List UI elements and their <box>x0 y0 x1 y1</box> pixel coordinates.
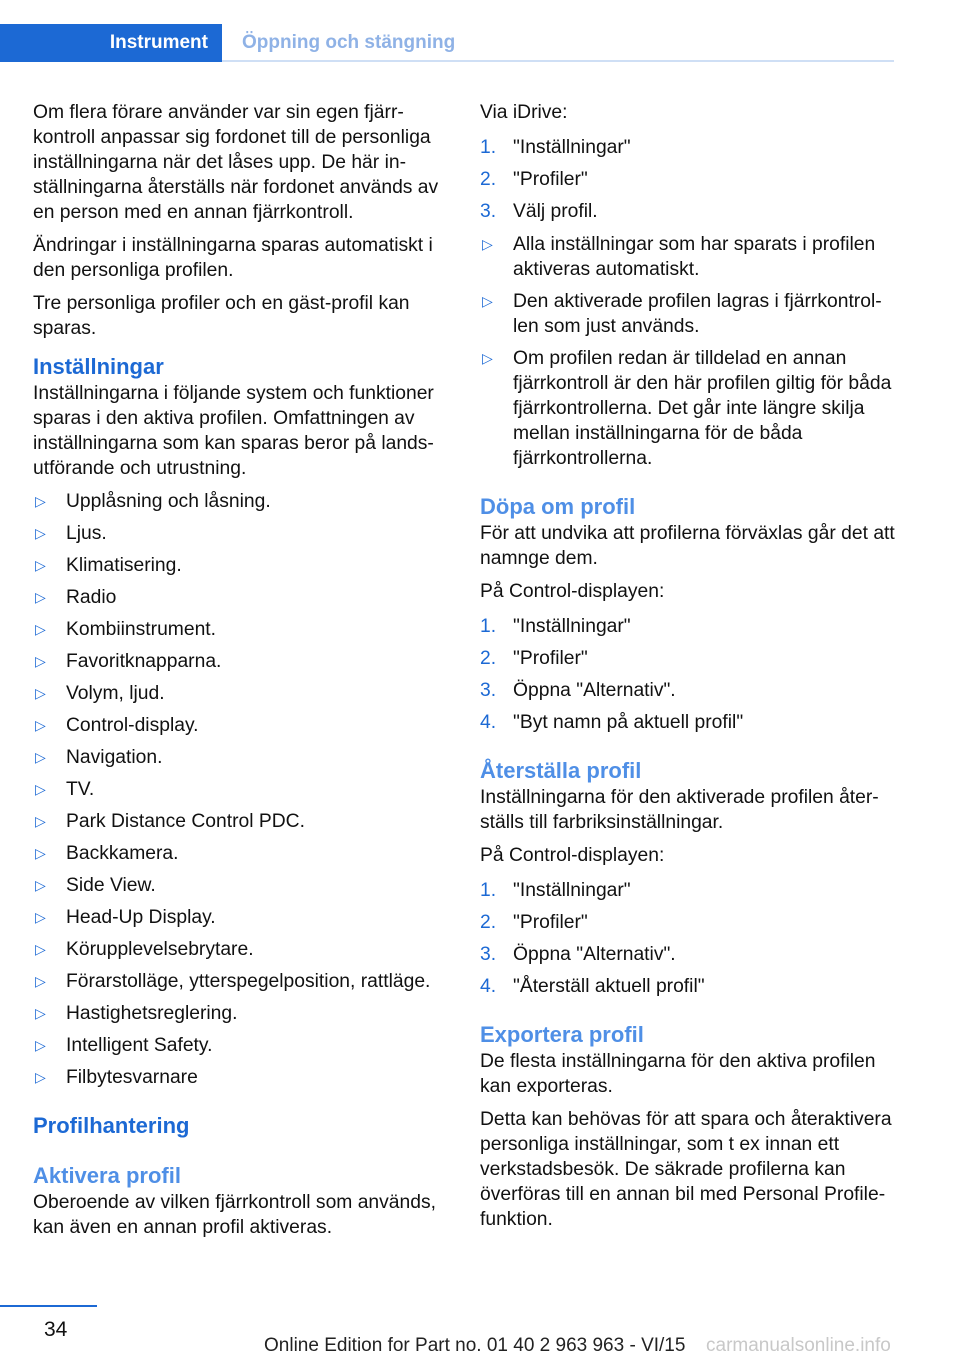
settings-item-text: Körupplevelsebrytare. <box>66 939 254 960</box>
step-item <box>480 199 898 224</box>
step-text: "Inställningar" <box>513 880 631 901</box>
settings-item <box>33 489 451 514</box>
settings-item-text: Hastighetsreglering. <box>66 1003 238 1024</box>
triangle-right-icon: ▷ <box>35 877 46 893</box>
idrive-note <box>480 232 898 282</box>
export-paragraph-2: Detta kan behövas för att spara och återaktivera personliga inställningar, som t ex innan ett verkstadsbesök. De säkrade profilerna kan överföras till en annan bil med Personal Profile-funktion. <box>480 1109 892 1230</box>
settings-item <box>33 585 451 610</box>
export-profile-heading: Exportera profil <box>480 1022 644 1047</box>
triangle-right-icon: ▷ <box>35 781 46 797</box>
settings-item <box>33 681 451 706</box>
step-number: 1. <box>480 616 497 637</box>
step-item <box>480 167 898 192</box>
step-text: "Byt namn på aktuell profil" <box>513 712 744 733</box>
settings-item-text: TV. <box>66 779 95 800</box>
triangle-right-icon: ▷ <box>482 350 493 366</box>
idrive-note <box>480 346 898 471</box>
settings-heading: Inställningar <box>33 354 164 379</box>
settings-item <box>33 937 451 962</box>
rename-control-display-label: På Control-displayen: <box>480 581 665 602</box>
triangle-right-icon: ▷ <box>35 1069 46 1085</box>
idrive-label: Via iDrive: <box>480 102 568 123</box>
step-number: 1. <box>480 880 497 901</box>
settings-item-text: Favoritknapparna. <box>66 651 222 672</box>
settings-item-text: Kombiinstrument. <box>66 619 217 640</box>
step-item <box>480 646 898 671</box>
settings-item-text: Navigation. <box>66 747 163 768</box>
step-number: 4. <box>480 712 497 733</box>
triangle-right-icon: ▷ <box>35 525 46 541</box>
settings-item <box>33 777 451 802</box>
step-number: 3. <box>480 201 497 222</box>
settings-item <box>33 809 451 834</box>
triangle-right-icon: ▷ <box>35 845 46 861</box>
step-item <box>480 878 898 903</box>
right-column <box>480 100 898 1240</box>
intro-paragraph-2: Ändringar i inställningarna sparas automatiskt i den personliga profilen. <box>33 235 433 281</box>
settings-item-text: Ljus. <box>66 523 107 544</box>
settings-item <box>33 1001 451 1026</box>
page-header <box>0 24 960 62</box>
footer-divider <box>0 1305 97 1307</box>
step-number: 2. <box>480 648 497 669</box>
settings-item-text: Intelligent Safety. <box>66 1035 213 1056</box>
triangle-right-icon: ▷ <box>35 621 46 637</box>
settings-item <box>33 553 451 578</box>
header-divider <box>222 60 894 62</box>
settings-item <box>33 1033 451 1058</box>
settings-item-text: Filbytesvarnare <box>66 1067 198 1088</box>
triangle-right-icon: ▷ <box>35 909 46 925</box>
step-text: Välj profil. <box>513 201 598 222</box>
tab-opening-closing[interactable]: Öppning och stängning <box>242 32 456 53</box>
settings-item-text: Upplåsning och låsning. <box>66 491 271 512</box>
triangle-right-icon: ▷ <box>35 493 46 509</box>
reset-control-display-label: På Control-displayen: <box>480 845 665 866</box>
edition-text: Online Edition for Part no. 01 40 2 963 963 - VI/15 <box>264 1335 686 1356</box>
settings-item <box>33 1065 451 1090</box>
step-number: 4. <box>480 976 497 997</box>
settings-item <box>33 745 451 770</box>
settings-item-text: Förarstolläge, ytterspegelposition, rattläge. <box>66 971 431 992</box>
triangle-right-icon: ▷ <box>35 941 46 957</box>
step-text: "Inställningar" <box>513 616 631 637</box>
intro-paragraph-1: Om flera förare använder var sin egen fjärrkontroll anpassar sig fordonet till de personliga inställningarna när det låses upp. De här inställningarna återställs när fordonet används av en person med en annan fjärrkontroll. <box>33 102 439 223</box>
step-text: "Inställningar" <box>513 137 631 158</box>
tab-instrument[interactable]: Instrument <box>0 24 222 62</box>
activate-profile-paragraph: Oberoende av vilken fjärrkontroll som används, kan även en annan profil aktiveras. <box>33 1192 436 1238</box>
rename-profile-paragraph: För att undvika att profilerna förväxlas går det att namnge dem. <box>480 523 895 569</box>
triangle-right-icon: ▷ <box>35 1005 46 1021</box>
idrive-note-text: Om profilen redan är tilldelad en annan fjärrkontroll är den här profilen giltig för båda fjärrkontrollerna. Det går inte längre skilja mellan inställningarna för de båda fjärrkontrollerna. <box>513 348 892 469</box>
step-item <box>480 974 898 999</box>
triangle-right-icon: ▷ <box>35 685 46 701</box>
triangle-right-icon: ▷ <box>482 236 493 252</box>
settings-item <box>33 841 451 866</box>
brand-watermark: carmanualsonline.info <box>706 1335 891 1356</box>
settings-paragraph: Inställningarna i följande system och funktioner sparas i den aktiva profilen. Omfattningen av inställningarna som kan sparas beror på landsutförande och utrustning. <box>33 383 434 479</box>
settings-item <box>33 617 451 642</box>
reset-steps <box>480 878 898 999</box>
settings-item <box>33 521 451 546</box>
idrive-note-text: Alla inställningar som har sparats i profilen aktiveras automatiskt. <box>513 234 876 280</box>
triangle-right-icon: ▷ <box>35 717 46 733</box>
step-text: "Återställ aktuell profil" <box>513 976 705 997</box>
step-text: "Profiler" <box>513 169 588 190</box>
settings-item-text: Head-Up Display. <box>66 907 216 928</box>
idrive-note-text: Den aktiverade profilen lagras i fjärrkontrollen som just används. <box>513 291 882 337</box>
step-item <box>480 678 898 703</box>
rename-profile-heading: Döpa om profil <box>480 494 636 519</box>
triangle-right-icon: ▷ <box>35 749 46 765</box>
export-paragraph-1: De flesta inställningarna för den aktiva profilen kan exporteras. <box>480 1051 876 1097</box>
step-item <box>480 135 898 160</box>
settings-item <box>33 713 451 738</box>
settings-list <box>33 489 451 1090</box>
step-text: "Profiler" <box>513 648 588 669</box>
idrive-notes <box>480 232 898 471</box>
step-item <box>480 710 898 735</box>
step-number: 3. <box>480 680 497 701</box>
triangle-right-icon: ▷ <box>35 1037 46 1053</box>
settings-item <box>33 905 451 930</box>
step-number: 2. <box>480 912 497 933</box>
settings-item-text: Park Distance Control PDC. <box>66 811 305 832</box>
triangle-right-icon: ▷ <box>35 653 46 669</box>
step-number: 2. <box>480 169 497 190</box>
step-item <box>480 942 898 967</box>
settings-item-text: Backkamera. <box>66 843 179 864</box>
settings-item <box>33 873 451 898</box>
step-text: Öppna "Alternativ". <box>513 680 676 701</box>
triangle-right-icon: ▷ <box>35 557 46 573</box>
settings-item-text: Control-display. <box>66 715 199 736</box>
idrive-steps <box>480 135 898 224</box>
settings-item-text: Klimatisering. <box>66 555 182 576</box>
page-number: 34 <box>44 1318 68 1341</box>
profile-management-heading: Profilhantering <box>33 1113 190 1138</box>
step-text: "Profiler" <box>513 912 588 933</box>
activate-profile-heading: Aktivera profil <box>33 1163 181 1188</box>
intro-paragraph-3: Tre personliga profiler och en gäst-profil kan sparas. <box>33 293 410 339</box>
triangle-right-icon: ▷ <box>482 293 493 309</box>
triangle-right-icon: ▷ <box>35 973 46 989</box>
step-number: 3. <box>480 944 497 965</box>
triangle-right-icon: ▷ <box>35 813 46 829</box>
settings-item-text: Volym, ljud. <box>66 683 165 704</box>
left-column <box>33 100 451 1248</box>
settings-item-text: Side View. <box>66 875 156 896</box>
step-number: 1. <box>480 137 497 158</box>
settings-item <box>33 969 451 994</box>
settings-item-text: Radio <box>66 587 117 608</box>
reset-profile-heading: Återställa profil <box>480 758 642 783</box>
step-item <box>480 614 898 639</box>
triangle-right-icon: ▷ <box>35 589 46 605</box>
step-text: Öppna "Alternativ". <box>513 944 676 965</box>
settings-item <box>33 649 451 674</box>
step-item <box>480 910 898 935</box>
reset-profile-paragraph: Inställningarna för den aktiverade profilen återställs till farbriksinställningar. <box>480 787 879 833</box>
idrive-note <box>480 289 898 339</box>
rename-steps <box>480 614 898 735</box>
